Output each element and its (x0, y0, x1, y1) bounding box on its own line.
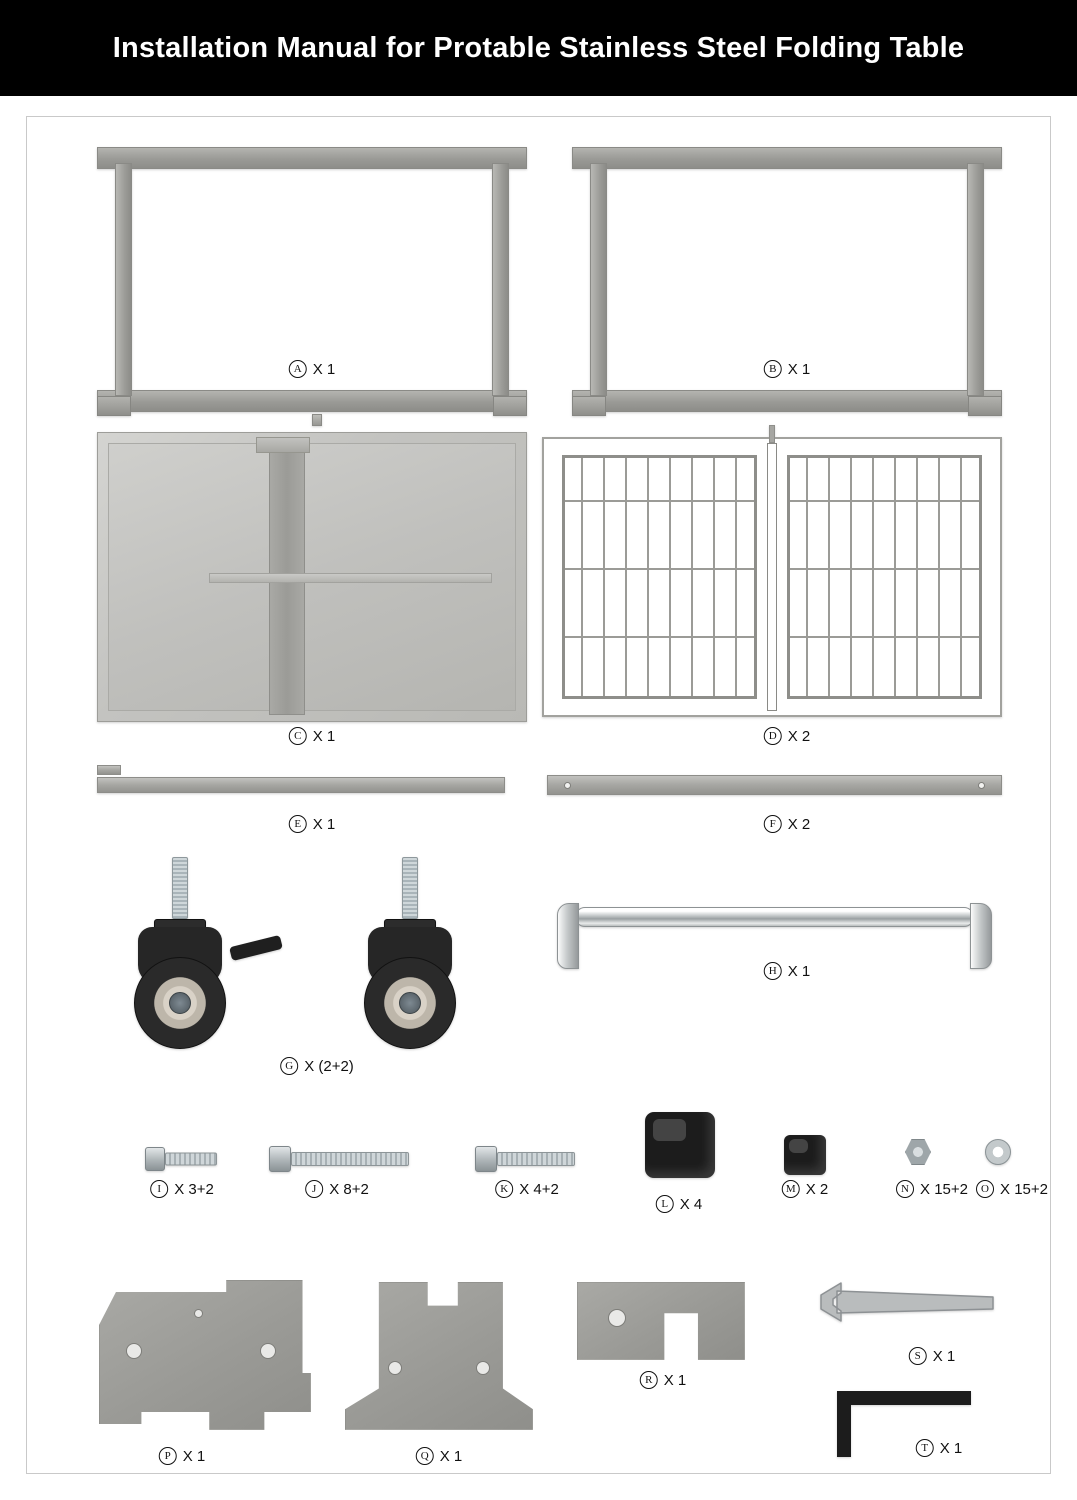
part-e-label (289, 815, 336, 833)
part-qty: X 3+2 (174, 1180, 214, 1198)
part-i-label (150, 1180, 214, 1198)
grid-half-right (787, 455, 982, 699)
part-letter: L (656, 1195, 674, 1213)
page-header (0, 0, 1077, 96)
part-qty: X 4+2 (519, 1180, 559, 1198)
part-d-label (764, 727, 811, 745)
part-s-label (909, 1347, 956, 1365)
bolt-head (475, 1146, 497, 1172)
part-letter: N (896, 1180, 914, 1198)
part-letter: A (289, 360, 307, 378)
frame-foot-right (968, 396, 1002, 416)
part-qty: X 2 (787, 815, 811, 833)
bracket-hole (608, 1309, 626, 1327)
caster-hub (169, 992, 191, 1014)
part-g-caster-braked (122, 857, 302, 1047)
part-qty: X 1 (663, 1371, 687, 1389)
part-q-plate (345, 1282, 533, 1430)
part-letter: I (150, 1180, 168, 1198)
part-qty: X 1 (312, 815, 336, 833)
part-s-wrench (797, 1279, 997, 1335)
part-j-label (305, 1180, 369, 1198)
rail-hole-right (978, 782, 985, 789)
part-letter: R (640, 1371, 658, 1389)
bolt-shaft (291, 1152, 409, 1166)
part-qty: X 2 (787, 727, 811, 745)
part-qty: X 2 (805, 1180, 829, 1198)
part-letter: K (495, 1180, 513, 1198)
part-d-grid (542, 437, 1002, 717)
bolt-head (269, 1146, 291, 1172)
part-qty: X 4 (679, 1195, 703, 1213)
page-title: Installation Manual for Protable Stainless Steel Folding Table (112, 31, 965, 64)
part-qty: X 1 (439, 1447, 463, 1465)
handle-arm-right (970, 903, 992, 969)
plate-hole (126, 1343, 142, 1359)
part-k-bolt (475, 1145, 575, 1173)
part-j-bolt (269, 1145, 409, 1173)
panel-cross-bar (209, 573, 492, 583)
part-c-panel (97, 432, 527, 722)
bolt-shaft (165, 1153, 217, 1166)
part-o-washer (985, 1139, 1011, 1165)
frame-leg-right (492, 163, 509, 396)
frame-leg-right (967, 163, 984, 396)
part-l-label (656, 1195, 703, 1213)
handle-bar (575, 907, 974, 927)
part-qty: X 15+2 (1000, 1180, 1048, 1198)
frame-bottom-bar (572, 390, 1002, 412)
part-letter: F (764, 815, 782, 833)
plate-hole (388, 1361, 402, 1375)
caster-hub (399, 992, 421, 1014)
part-c-label (289, 727, 336, 745)
part-g-label (280, 1057, 354, 1075)
plate-hole (476, 1361, 490, 1375)
part-r-label (640, 1371, 687, 1389)
wrench-icon (797, 1279, 997, 1335)
frame-foot-left (97, 396, 131, 416)
frame-top-bar (97, 147, 527, 169)
caster-wheel (364, 957, 456, 1049)
part-letter: H (764, 962, 782, 980)
part-letter: G (280, 1057, 298, 1075)
part-i-bolt (145, 1145, 217, 1173)
part-letter: T (916, 1439, 934, 1457)
part-e-rail (97, 777, 505, 793)
part-n-hex-nut (905, 1139, 931, 1165)
part-qty: X (2+2) (304, 1057, 354, 1075)
frame-top-bar (572, 147, 1002, 169)
part-t-label (916, 1439, 963, 1457)
part-p-label (159, 1447, 206, 1465)
part-letter: Q (416, 1447, 434, 1465)
grid-center-spine (767, 443, 777, 711)
part-qty: X 1 (787, 360, 811, 378)
part-f-rail (547, 775, 1002, 795)
parts-diagram-sheet (26, 116, 1051, 1474)
bolt-shaft (497, 1152, 575, 1166)
rail-hole-left (564, 782, 571, 789)
caster-threaded-stem (172, 857, 188, 919)
part-letter: O (976, 1180, 994, 1198)
frame-leg-left (115, 163, 132, 396)
part-m-end-cap (784, 1135, 826, 1175)
part-letter: C (289, 727, 307, 745)
part-qty: X 1 (932, 1347, 956, 1365)
part-g-caster-plain (352, 857, 532, 1047)
part-h-label (764, 962, 811, 980)
caster-threaded-stem (402, 857, 418, 919)
part-letter: P (159, 1447, 177, 1465)
part-l-end-cap (645, 1112, 715, 1178)
plate-hole (260, 1343, 276, 1359)
frame-foot-left (572, 396, 606, 416)
grid-spine-pin (769, 425, 775, 443)
part-a-label (289, 360, 336, 378)
part-q-label (416, 1447, 463, 1465)
part-b-label (764, 360, 811, 378)
part-qty: X 1 (787, 962, 811, 980)
handle-arm-left (557, 903, 579, 969)
part-letter: B (764, 360, 782, 378)
part-letter: M (782, 1180, 800, 1198)
part-r-bracket (577, 1282, 745, 1360)
part-letter: S (909, 1347, 927, 1365)
part-qty: X 15+2 (920, 1180, 968, 1198)
bolt-head (145, 1147, 165, 1171)
caster-brake-lever (229, 935, 283, 961)
frame-leg-left (590, 163, 607, 396)
part-letter: D (764, 727, 782, 745)
frame-pin (312, 414, 322, 426)
frame-bottom-bar (97, 390, 527, 412)
caster-wheel (134, 957, 226, 1049)
part-k-label (495, 1180, 559, 1198)
grid-half-left (562, 455, 757, 699)
part-p-plate (99, 1280, 311, 1430)
part-qty: X 1 (939, 1439, 963, 1457)
part-o-label (976, 1180, 1048, 1198)
part-qty: X 1 (312, 727, 336, 745)
part-qty: X 1 (182, 1447, 206, 1465)
part-f-label (764, 815, 811, 833)
part-qty: X 8+2 (329, 1180, 369, 1198)
part-letter: E (289, 815, 307, 833)
panel-hinge-clip (256, 437, 310, 453)
part-e-rail-tab (97, 765, 121, 775)
frame-foot-right (493, 396, 527, 416)
part-qty: X 1 (312, 360, 336, 378)
part-m-label (782, 1180, 829, 1198)
plate-hole (194, 1309, 203, 1318)
part-n-label (896, 1180, 968, 1198)
part-letter: J (305, 1180, 323, 1198)
